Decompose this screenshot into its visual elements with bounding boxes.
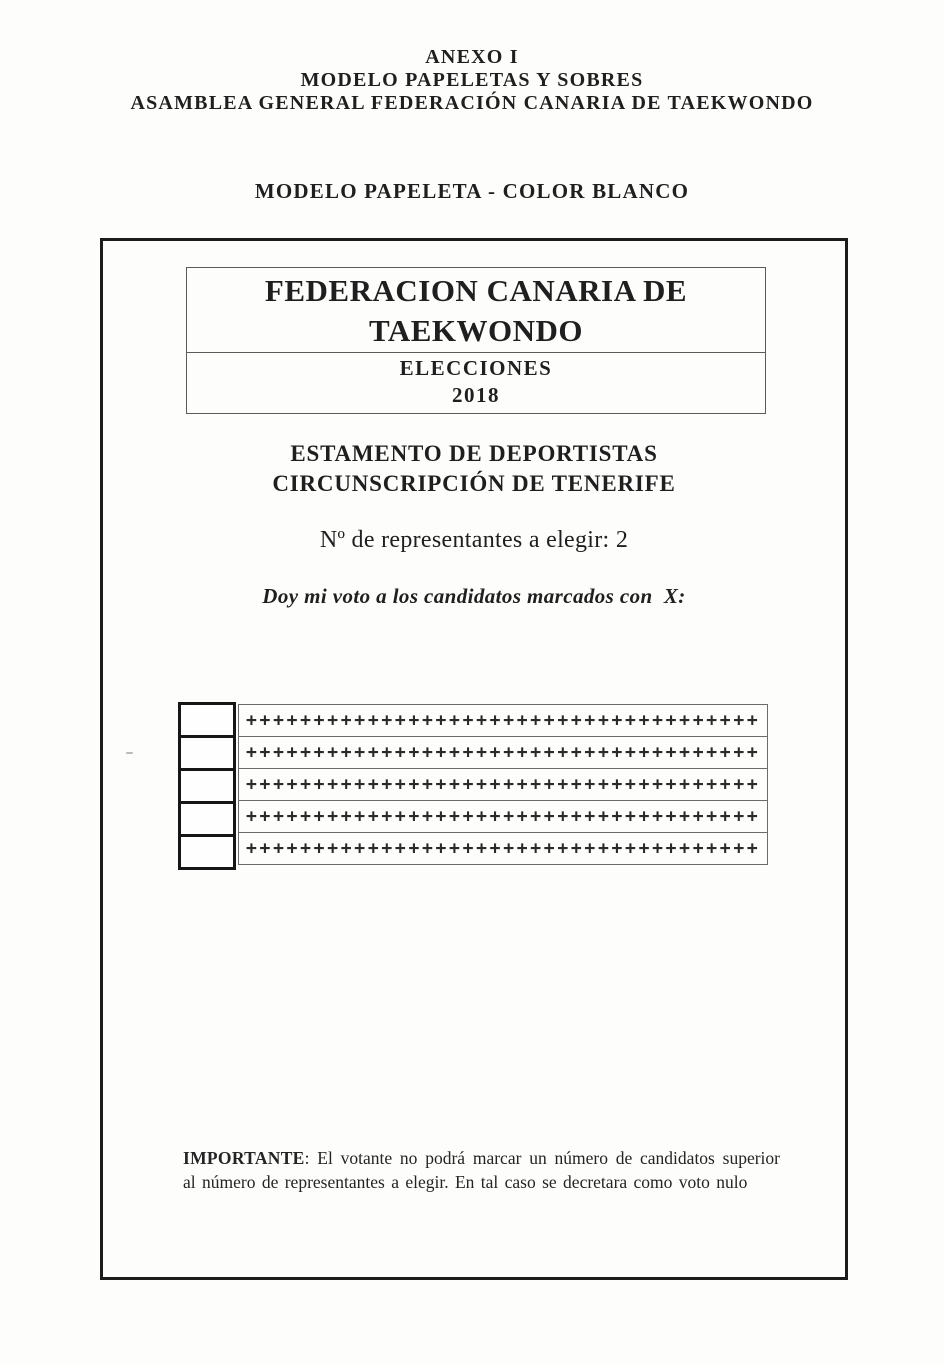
- candidate-name-line: ++++++++++++++++++++++++++++++++++++++: [238, 736, 768, 769]
- ballot-box: [100, 238, 848, 1280]
- vote-checkbox-1[interactable]: [178, 702, 236, 738]
- candidate-name-line: ++++++++++++++++++++++++++++++++++++++: [238, 800, 768, 833]
- ballot-model-caption: MODELO PAPELETA - COLOR BLANCO: [254, 179, 690, 203]
- federation-title-box: [186, 267, 766, 414]
- vote-checkbox-3[interactable]: [178, 768, 236, 804]
- candidate-name-line: ++++++++++++++++++++++++++++++++++++++: [238, 768, 768, 801]
- annex-title: ANEXO I: [425, 46, 519, 68]
- circunscripcion-heading: CIRCUNSCRIPCIÓN DE TENERIFE: [272, 471, 676, 496]
- important-note-label: IMPORTANTE: [183, 1148, 305, 1168]
- header-model-line: MODELO PAPELETAS Y SOBRES: [300, 69, 644, 91]
- candidate-name-line: ++++++++++++++++++++++++++++++++++++++: [238, 704, 768, 737]
- header-assembly-line: ASAMBLEA GENERAL FEDERACIÓN CANARIA DE TAEKWONDO: [130, 92, 814, 114]
- important-note: [183, 1147, 780, 1194]
- vote-checkbox-4[interactable]: [178, 801, 236, 837]
- representatives-count-line: Nº de representantes a elegir: 2: [319, 527, 629, 553]
- estamento-heading: ESTAMENTO DE DEPORTISTAS: [290, 441, 658, 466]
- vote-checkbox-2[interactable]: [178, 735, 236, 771]
- scan-artifact: [126, 752, 133, 754]
- vote-checkbox-column: [178, 702, 236, 870]
- federation-title: FEDERACION CANARIA DE TAEKWONDO: [264, 273, 688, 348]
- candidate-table: [238, 704, 768, 865]
- elections-label: ELECCIONES: [399, 356, 553, 380]
- election-year: 2018: [452, 383, 500, 407]
- section-heading: [103, 439, 845, 499]
- important-note-text: : El votante no podrá marcar un número de candidatos superior al número de representantes a elegir. En tal caso se decretara como voto nulo: [183, 1148, 780, 1192]
- vote-checkbox-5[interactable]: [178, 834, 236, 870]
- vote-instruction: Doy mi voto a los candidatos marcados con X:: [262, 584, 686, 608]
- elections-subbox: [187, 352, 765, 413]
- candidate-name-line: ++++++++++++++++++++++++++++++++++++++: [238, 832, 768, 865]
- document-header: [0, 46, 944, 115]
